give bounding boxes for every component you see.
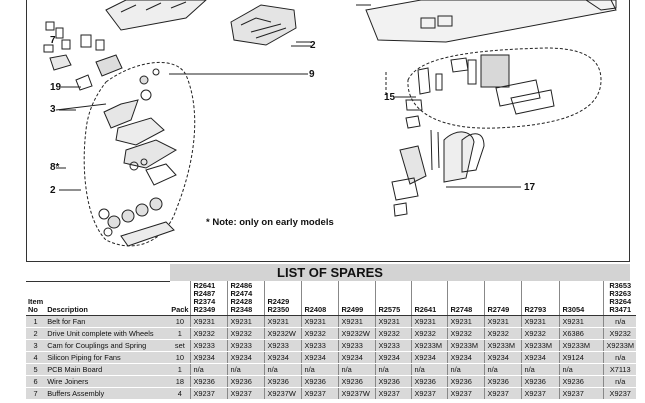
model-number: R3653 [609,281,632,290]
callout-2-left: 2 [50,185,56,196]
col-model [560,281,604,316]
part-code: n/a [604,376,636,388]
item-number: 1 [26,316,45,328]
part-code: X9236 [339,376,376,388]
col-model [412,281,448,316]
item-number: 6 [26,376,45,388]
part-code: X9233M [522,340,560,352]
part-code: n/a [302,364,339,376]
model-number: R2748 [450,305,473,314]
model-number: R2641 [193,281,216,290]
part-code: X9236 [522,376,560,388]
callout-17: 17 [524,182,536,193]
part-code: X9233 [265,340,302,352]
part-code: X9233 [191,340,228,352]
part-code: n/a [560,364,604,376]
part-code: X9233 [339,340,376,352]
part-code: X9237 [376,388,412,400]
part-code: X9231 [560,316,604,328]
part-code: X9231 [485,316,522,328]
part-code: X9236 [560,376,604,388]
part-code: n/a [604,352,636,364]
part-code: X9236 [228,376,265,388]
table-row [26,388,636,400]
part-code: n/a [191,364,228,376]
table-row [26,352,636,364]
part-code: X9234 [339,352,376,364]
part-code: X9231 [412,316,448,328]
part-code: X9237 [302,388,339,400]
part-code: n/a [448,364,485,376]
part-code: X7113 [604,364,636,376]
part-code: X9233M [412,340,448,352]
part-code: X9237W [339,388,376,400]
part-code: X9234 [485,352,522,364]
model-number: R2429 [267,297,290,306]
part-code: X9231 [376,316,412,328]
part-code: X9232 [302,328,339,340]
col-item-no: Item No [26,281,45,316]
part-code: X9232W [265,328,302,340]
item-number: 2 [26,328,45,340]
part-code: X9231 [522,316,560,328]
col-model [604,281,636,316]
part-code: X9234 [522,352,560,364]
model-number: R2793 [524,305,547,314]
model-number: R2641 [414,305,437,314]
model-number: R2487 [193,289,216,298]
pack-size: 10 [169,352,191,364]
model-number: R2349 [193,305,216,314]
part-code: X9236 [448,376,485,388]
col-description: Description [45,281,169,316]
table-row [26,316,636,328]
callout-9: 9 [309,69,315,80]
part-code: X9231 [339,316,376,328]
part-code: X9234 [302,352,339,364]
table-row [26,364,636,376]
callout-15: 15 [384,92,396,103]
part-code: X9237 [560,388,604,400]
col-model [522,281,560,316]
part-code: n/a [522,364,560,376]
part-description: Cam for Couplings and Spring [45,340,169,352]
list-of-spares-title: LIST OF SPARES [277,265,383,280]
part-code: X9233 [376,340,412,352]
part-code: X9233M [448,340,485,352]
part-code: X9234 [191,352,228,364]
part-code: X9236 [376,376,412,388]
part-code: n/a [339,364,376,376]
part-description: Drive Unit complete with Wheels [45,328,169,340]
part-code: X9237 [522,388,560,400]
part-code: X9236 [191,376,228,388]
col-model [228,281,265,316]
col-model [339,281,376,316]
col-model [376,281,412,316]
model-number: R2408 [304,305,327,314]
callout-7: 7 [50,35,56,46]
part-code: X9236 [302,376,339,388]
model-number: R3471 [609,305,632,314]
part-code: X9237 [412,388,448,400]
table-row [26,376,636,388]
part-code: X9232 [485,328,522,340]
part-code: X9232 [412,328,448,340]
part-code: X9237 [228,388,265,400]
model-number: R2499 [341,305,364,314]
pack-size: 4 [169,388,191,400]
part-code: X9234 [448,352,485,364]
part-description: PCB Main Board [45,364,169,376]
part-description: Belt for Fan [45,316,169,328]
part-code: X9236 [412,376,448,388]
model-number: R2348 [230,305,253,314]
part-code: n/a [485,364,522,376]
part-code: X9234 [265,352,302,364]
part-code: X9232 [522,328,560,340]
part-code: X9232 [228,328,265,340]
part-code: n/a [265,364,302,376]
col-model [448,281,485,316]
item-number: 7 [26,388,45,400]
part-code: X9232 [448,328,485,340]
part-code: X9237 [485,388,522,400]
model-number: R2428 [230,297,253,306]
pack-size: set [169,340,191,352]
model-number: R3054 [562,305,585,314]
part-code: n/a [604,316,636,328]
table-row [26,340,636,352]
part-code: n/a [376,364,412,376]
part-code: X9233 [228,340,265,352]
pack-size: 1 [169,364,191,376]
part-code: X6386 [560,328,604,340]
part-code: X9231 [302,316,339,328]
item-number: 5 [26,364,45,376]
pack-size: 1 [169,328,191,340]
model-number: R2486 [230,281,253,290]
part-code: X9233 [302,340,339,352]
model-number: R2575 [378,305,401,314]
col-model [265,281,302,316]
part-code: X9233M [560,340,604,352]
part-code: X9234 [228,352,265,364]
part-code: X9231 [191,316,228,328]
callout-2-top: 2 [310,40,316,51]
part-description: Buffers Assembly [45,388,169,400]
table-row [26,328,636,340]
item-number: 4 [26,352,45,364]
part-code: X9237W [265,388,302,400]
item-number: 3 [26,340,45,352]
model-number: R3264 [609,297,632,306]
part-code: X9231 [448,316,485,328]
part-code: X9232 [376,328,412,340]
part-code: X9237 [191,388,228,400]
model-number: R2474 [230,289,253,298]
col-pack: Pack [169,281,191,316]
part-code: X9237 [448,388,485,400]
early-models-note: * Note: only on early models [206,217,334,228]
part-code: X9231 [265,316,302,328]
model-number: R2749 [487,305,510,314]
part-code: X9237 [604,388,636,400]
part-code: X9236 [265,376,302,388]
part-description: Silicon Piping for Fans [45,352,169,364]
part-code: X9233M [604,340,636,352]
spares-table [26,281,636,400]
pack-size: 18 [169,376,191,388]
part-code: X9233M [485,340,522,352]
part-code: X9124 [560,352,604,364]
model-number: R2374 [193,297,216,306]
part-code: X9231 [228,316,265,328]
part-code: X9234 [412,352,448,364]
table-header-row [26,281,636,316]
part-code: X9232 [604,328,636,340]
part-code: X9236 [485,376,522,388]
part-code: X9232 [191,328,228,340]
col-model [485,281,522,316]
callout-19: 19 [50,82,62,93]
part-code: n/a [412,364,448,376]
part-code: n/a [228,364,265,376]
pack-size: 10 [169,316,191,328]
part-code: X9234 [376,352,412,364]
part-description: Wire Joiners [45,376,169,388]
col-model [302,281,339,316]
part-code: X9232W [339,328,376,340]
col-model [191,281,228,316]
model-number: R3263 [609,289,632,298]
model-number: R2350 [267,305,290,314]
callout-3: 3 [50,104,56,115]
callout-8: 8* [50,162,60,173]
